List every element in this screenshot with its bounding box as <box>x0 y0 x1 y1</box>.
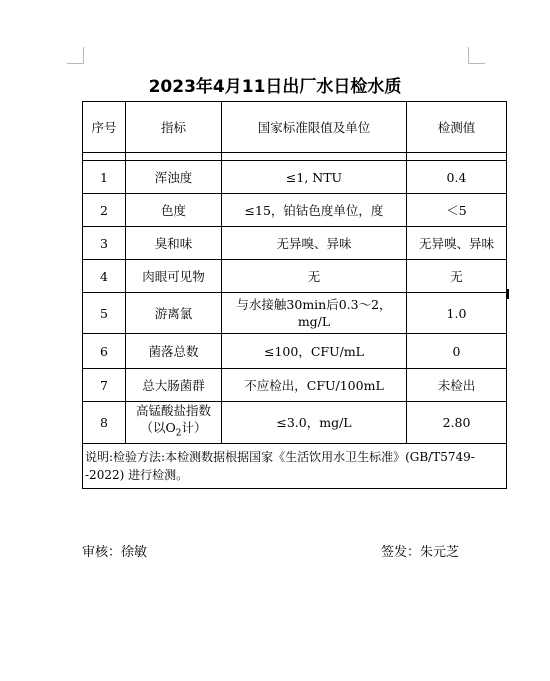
water-quality-table <box>82 101 507 489</box>
row-value: 未检出 <box>407 369 507 402</box>
row-standard: ≤1, NTU <box>222 161 407 194</box>
table-row <box>83 194 507 227</box>
row-no: 2 <box>83 194 126 227</box>
table-row <box>83 402 507 444</box>
table-row <box>83 227 507 260</box>
row-no: 7 <box>83 369 126 402</box>
row-no: 3 <box>83 227 126 260</box>
row-value: 0 <box>407 334 507 369</box>
row-standard: ≤3.0，mg/L <box>222 402 407 444</box>
header-cell-value: 检测值 <box>407 102 507 153</box>
row-indicator: 浑浊度 <box>126 161 222 194</box>
table-row <box>83 161 507 194</box>
row-indicator: 肉眼可见物 <box>126 260 222 293</box>
row-no: 5 <box>83 293 126 334</box>
method-note: 说明:检验方法:本检测数据根据国家《生活饮用水卫生标准》(GB/T5749--2022) 进行检测。 <box>83 443 507 488</box>
table-note-row <box>83 443 507 488</box>
row-standard: ≤15，铂钴色度单位，度 <box>222 194 407 227</box>
row-indicator-main: 高锰酸盐指数 <box>135 403 211 418</box>
row-standard: ≤100，CFU/mL <box>222 334 407 369</box>
row-value: 0.4 <box>407 161 507 194</box>
row-indicator <box>126 402 222 444</box>
row-standard: 无 <box>222 260 407 293</box>
header-cell-standard: 国家标准限值及单位 <box>222 102 407 153</box>
header-cell-no: 序号 <box>83 102 126 153</box>
table-header-row <box>83 102 507 153</box>
row-value: 无 <box>407 260 507 293</box>
table-spacer-row <box>83 153 507 161</box>
row-no: 8 <box>83 402 126 444</box>
table-row <box>83 369 507 402</box>
row-indicator: 色度 <box>126 194 222 227</box>
row-value: ＜5 <box>407 194 507 227</box>
reviewer-signature: 审核：徐敏 <box>82 545 148 560</box>
page-corner-mark-top-left <box>67 47 84 64</box>
row-indicator: 菌落总数 <box>126 334 222 369</box>
issuer-signature: 签发：朱元芝 <box>381 545 460 560</box>
row-indicator: 臭和味 <box>126 227 222 260</box>
row-standard: 不应检出，CFU/100mL <box>222 369 407 402</box>
header-cell-indicator: 指标 <box>126 102 222 153</box>
page-corner-mark-top-right <box>468 47 485 64</box>
table-row <box>83 293 507 334</box>
row-indicator: 总大肠菌群 <box>126 369 222 402</box>
table-row <box>83 334 507 369</box>
row-standard: 无异嗅、异味 <box>222 227 407 260</box>
row-indicator: 游离氯 <box>126 293 222 334</box>
table-row <box>83 260 507 293</box>
text-cursor-mark <box>507 289 509 299</box>
row-standard: 与水接触30min后0.3～2，mg/L <box>222 293 407 334</box>
row-value: 无异嗅、异味 <box>407 227 507 260</box>
document-title: 2023年4月11日出厂水日检水质 <box>148 77 402 97</box>
row-value: 2.80 <box>407 402 507 444</box>
row-no: 4 <box>83 260 126 293</box>
row-no: 6 <box>83 334 126 369</box>
row-value: 1.0 <box>407 293 507 334</box>
row-no: 1 <box>83 161 126 194</box>
row-indicator-note: （以$O_2$计） <box>140 420 207 439</box>
